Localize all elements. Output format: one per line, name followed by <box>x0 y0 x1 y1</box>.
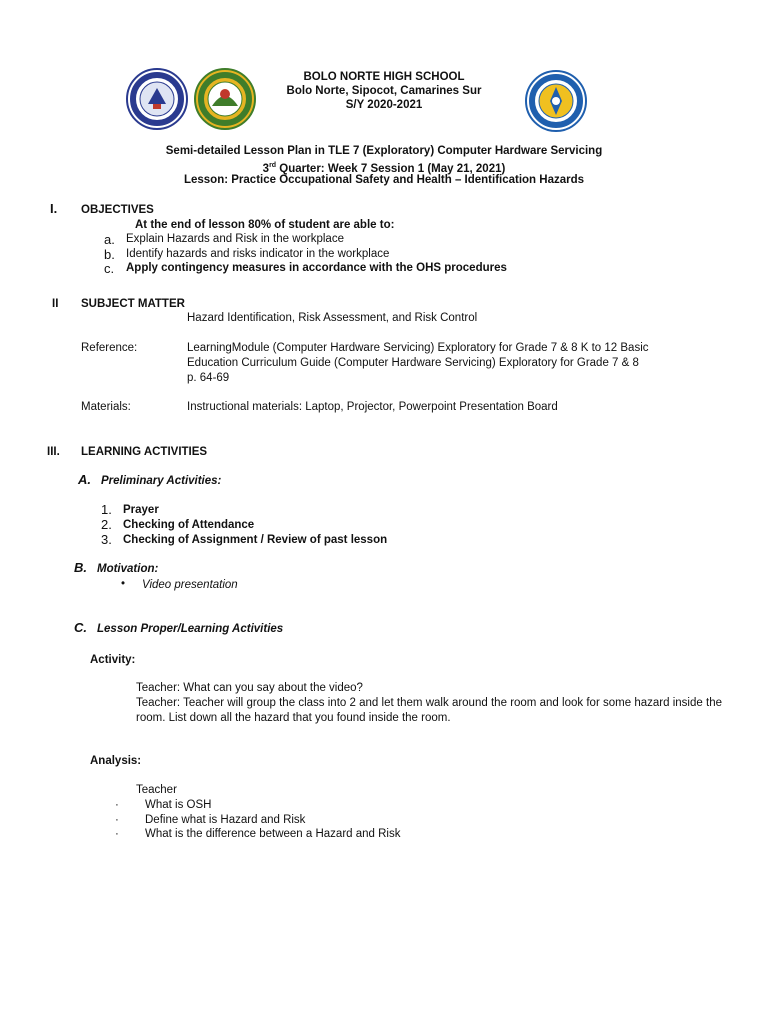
activity-line-1: Teacher: What can you say about the video? <box>136 682 363 694</box>
activity-label: Activity: <box>90 654 136 666</box>
analysis-bullet-3: · <box>115 828 119 840</box>
analysis-question-3: What is the difference between a Hazard and Risk <box>145 828 401 840</box>
school-seal-logo <box>525 70 587 132</box>
analysis-bullet-2: · <box>115 814 119 826</box>
preliminary-letter: A. <box>78 472 91 487</box>
lesson-plan-title: Semi-detailed Lesson Plan in TLE 7 (Exploratory) Computer Hardware Servicing <box>165 145 603 157</box>
materials-text: Instructional materials: Laptop, Projector, Powerpoint Presentation Board <box>187 401 558 413</box>
analysis-bullet-1: · <box>115 799 119 811</box>
preliminary-item-3: Checking of Assignment / Review of past lesson <box>123 534 388 546</box>
quarter-ordinal: rd <box>269 162 277 169</box>
learning-activities-numeral: III. <box>47 446 60 458</box>
reference-line-1: LearningModule (Computer Hardware Servicing) Exploratory for Grade 7 & 8 K to 12 Basic <box>187 342 649 354</box>
lesson-proper-letter: C. <box>74 620 87 635</box>
objective-item-b: Identify hazards and risks indicator in the workplace <box>126 248 390 260</box>
school-year: S/Y 2020-2021 <box>345 99 423 111</box>
quarter-number: 3 <box>262 162 270 175</box>
analysis-question-1: What is OSH <box>145 799 212 811</box>
motivation-bullet: • <box>121 578 126 590</box>
quarter-details: Quarter: Week 7 Session 1 (May 21, 2021) <box>276 162 506 175</box>
objective-marker-b: b. <box>104 247 115 262</box>
objectives-heading: OBJECTIVES <box>81 204 154 216</box>
activity-line-2: Teacher: Teacher will group the class into 2 and let them walk around the room and look for some hazard inside the room. List down all the hazard that you found inside the room. <box>136 697 722 724</box>
motivation-heading: Motivation: <box>97 563 159 575</box>
preliminary-heading: Preliminary Activities: <box>101 475 222 487</box>
school-address: Bolo Norte, Sipocot, Camarines Sur <box>286 85 482 97</box>
preliminary-item-1: Prayer <box>123 504 159 516</box>
subject-matter-numeral: II <box>52 298 59 310</box>
objective-item-a: Explain Hazards and Risk in the workplace <box>126 233 344 245</box>
objectives-intro: At the end of lesson 80% of student are able to: <box>135 219 395 231</box>
analysis-question-2: Define what is Hazard and Risk <box>145 814 306 826</box>
motivation-letter: B. <box>74 560 87 575</box>
analysis-teacher-label: Teacher <box>136 784 177 796</box>
analysis-label: Analysis: <box>90 755 142 767</box>
reference-line-3: p. 64-69 <box>187 372 230 384</box>
subject-matter-topic: Hazard Identification, Risk Assessment, and Risk Control <box>187 312 478 324</box>
preliminary-marker-3: 3. <box>101 532 112 547</box>
objectives-numeral: I. <box>50 201 58 216</box>
preliminary-marker-1: 1. <box>101 502 112 517</box>
lesson-proper-heading: Lesson Proper/Learning Activities <box>97 623 284 635</box>
preliminary-item-2: Checking of Attendance <box>123 519 255 531</box>
objective-marker-a: a. <box>104 232 115 247</box>
objective-item-c: Apply contingency measures in accordance with the OHS procedures <box>126 262 507 274</box>
reference-line-2: Education Curriculum Guide (Computer Hardware Servicing) Exploratory for Grade 7 & 8 <box>187 357 639 369</box>
reference-label: Reference: <box>81 342 138 354</box>
objective-marker-c: c. <box>104 261 115 276</box>
school-name: BOLO NORTE HIGH SCHOOL <box>303 71 465 83</box>
subject-matter-heading: SUBJECT MATTER <box>81 298 185 310</box>
learning-activities-heading: LEARNING ACTIVITIES <box>81 446 208 458</box>
lesson-title: Lesson: Practice Occupational Safety and Health – Identification Hazards <box>183 174 585 186</box>
deped-seal-logo <box>126 68 188 130</box>
motivation-item: Video presentation <box>142 579 238 591</box>
preliminary-marker-2: 2. <box>101 517 112 532</box>
materials-label: Materials: <box>81 401 131 413</box>
